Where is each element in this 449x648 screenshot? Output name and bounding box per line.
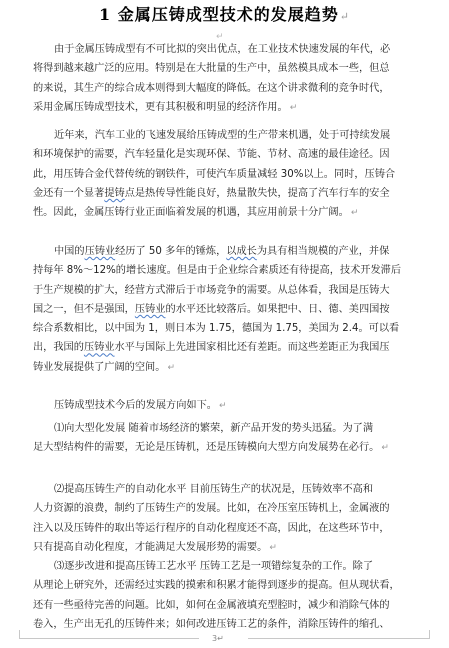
paragraph [33, 40, 420, 117]
text-line: 的来说，其生产的综合成本则得到大幅度的降低。在这个讲求微利的竞争时代， [33, 82, 390, 94]
title-text: 1 金属压铸成型技术的发展趋势 [99, 5, 339, 24]
paragraph-mark-icon: ↵ [167, 362, 175, 373]
paragraph [33, 419, 420, 458]
text-line: ⑶逐步改进和提高压铸工艺水平 压铸工艺是一项错综复杂的工作。除了 [54, 561, 374, 572]
paragraph [33, 126, 420, 222]
text-line: 持每年 8%～12%的增长速度。但是由于企业综合素质还有待提高，技术开发滞后 [33, 265, 402, 277]
text-line: ⑵提高压铸生产的自动化水平 目前压铸生产的状况是，压铸效率不高和 [54, 484, 374, 495]
text-line: 金还有一个显著提铸点是热传导性能良好，热量散失快，提高了汽车行车的安全 [33, 187, 390, 199]
spellcheck-underline: 压铸业 [134, 303, 166, 315]
text-line-wrap [33, 396, 420, 415]
text-line: 出，我国的压铸业水平与国际上先进国家相比还有差距。而这些差距正为我国压 [33, 342, 390, 354]
text-line: 只有提高自动化程度，才能满足大发展形势的需要。 [33, 541, 268, 553]
text-line: 于生产规模的扩大，经营方式滞后于市场竞争的需要。从总体看，我国是压铸大 [33, 284, 390, 296]
paragraph-mark-icon: ↵ [289, 102, 298, 113]
text-line: 综合系数相比，以中国为 1，则日本为 1.75，德国为 1.75，美国为 2.4。可以看 [33, 323, 400, 335]
paragraph [33, 396, 420, 415]
paragraph [33, 242, 420, 377]
paragraph [33, 480, 420, 557]
page-corner-mark [19, 630, 28, 638]
text-line-wrap [33, 438, 420, 457]
spellcheck-underline: 提铸 [104, 187, 125, 199]
text-line: 采用金属压铸成型技术，更有其积极和明显的经济作用。 [33, 101, 288, 113]
blank-line-mark-icon: ↵ [216, 32, 224, 42]
text-line-wrap [33, 203, 420, 222]
text-line: 国之一，但不是强国，压铸业的水平还比较落后。如果把中、日、德、美四国按 [33, 303, 390, 315]
spellcheck-underline: 以成长 [226, 246, 257, 257]
text-line: 中国的压铸业经历了 50 多年的锤炼，以成长为具有相当规模的产业，并保 [54, 246, 390, 257]
document-title [0, 2, 449, 25]
text-line: 近年来，汽车工业的飞速发展给压铸成型的生产带来机遇，处于可持续发展 [54, 130, 391, 141]
text-line: 还有一些亟待完善的问题。比如，如何在金属液填充型腔时，减少和消除气体的 [33, 599, 390, 611]
text-line-wrap [33, 98, 420, 117]
spellcheck-underline: 压铸业 [84, 246, 116, 257]
text-line: 人力资源的浪费，制约了压铸生产的发展。比如，在冷压室压铸机上，金属液的 [33, 503, 390, 515]
text-line: 此，用压铸合金代替传统的钢铁件，可使汽车质量减轻 30%以上。同时，压铸合 [33, 168, 396, 180]
paragraph [33, 557, 420, 634]
text-line: 注入以及压铸件的取出等运行程序的自动化程度还不高，因此，在这些环节中， [33, 522, 390, 534]
text-line: 将得到越来越广泛的应用。特别是在大批量的生产中，虽然模具成本一些，但总 [33, 63, 390, 75]
text-line: ⑴向大型化发展 随着市场经济的繁荣，新产品开发的势头迅猛。为了满 [54, 423, 374, 434]
text-line: 性。因此，金属压铸行业正面临着发展的机遇，其应用前景十分广阔。 [33, 207, 349, 219]
text-line: 和环境保护的需要，汽车轻量化是实现环保、节能、节材、高速的最佳途径。因 [33, 149, 390, 161]
text-line: 压铸成型技术今后的发展方向如下。 [54, 400, 217, 411]
page-number: 3↵ [212, 634, 224, 643]
paragraph-mark-icon: ↵ [350, 208, 359, 219]
text-line: 由于金属压铸成型有不可比拟的突出优点，在工业技术快速发展的年代，必 [54, 44, 391, 55]
text-line-wrap [33, 358, 420, 377]
page-footer-rule-left [19, 638, 199, 639]
paragraph-mark-icon: ↵ [219, 401, 227, 411]
text-line: 从理论上研究外，还需经过实践的摸索和积累才能得到逐步的提高。但从现状看， [33, 580, 400, 592]
page-corner-mark [429, 630, 438, 638]
text-line: 卷入，生产出无孔的压铸件来；如何改进压铸工艺的条件，消除压铸件的缩孔、 [33, 618, 390, 630]
paragraph-mark-icon: ↵ [339, 10, 350, 23]
paragraph-mark-icon: ↵ [269, 542, 277, 553]
paragraph-mark-icon: ↵ [381, 443, 389, 454]
text-line-wrap [33, 538, 420, 557]
text-line: 足大型结构件的需要，无论是压铸机，还是压铸模向大型方向发展势在必行。 [33, 442, 380, 454]
page-footer-rule-right [248, 638, 430, 639]
spellcheck-underline: 压铸业 [83, 342, 115, 354]
text-line: 铸业发展提供了广阔的空间。 [33, 361, 166, 373]
